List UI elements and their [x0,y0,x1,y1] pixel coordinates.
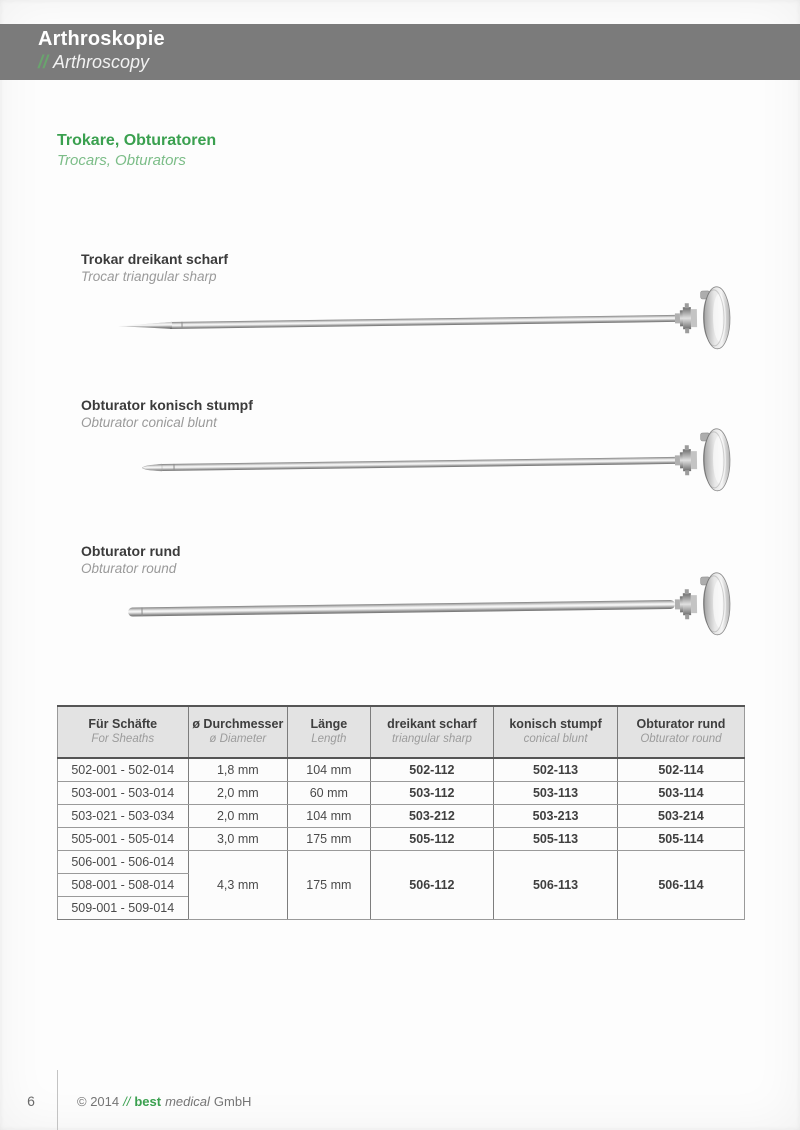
brand-suffix: GmbH [213,1094,252,1109]
cell-code-sharp: 503-112 [370,782,494,805]
header-de: dreikant scharf [387,717,477,731]
table-header-row [58,706,745,758]
page-title-en: Arthroscopy [53,52,150,72]
obturator-round-image [90,572,745,644]
footer-copyright [77,1094,251,1109]
double-slash-icon: // [123,1094,131,1109]
product-name-de: Obturator rund [81,543,181,559]
cell-diameter: 3,0 mm [188,828,288,851]
obturator-round-illustration [90,572,745,644]
product-name-en: Trocar triangular sharp [81,269,217,284]
cell-code-blunt: 503-213 [494,805,618,828]
column-header-blunt [494,706,618,758]
cell-code-round: 503-114 [617,782,744,805]
cell-length: 60 mm [288,782,370,805]
trocar-sharp-image [90,286,745,358]
header-bar [0,24,800,80]
cell-diameter: 1,8 mm [188,758,288,782]
cell-sheaths: 503-001 - 503-014 [58,782,189,805]
header-en: ø Diameter [209,733,267,745]
cell-code-sharp: 502-112 [370,758,494,782]
cell-sheaths: 506-001 - 506-014 [58,851,189,874]
cell-diameter: 2,0 mm [188,805,288,828]
brand-name-bold: best [134,1094,162,1109]
cell-code-sharp: 505-112 [370,828,494,851]
table-row [58,758,745,782]
obturator-conical-image [90,428,745,500]
cell-sheaths: 502-001 - 502-014 [58,758,189,782]
column-header-length [288,706,370,758]
specification-table [57,705,745,920]
cell-sheaths: 505-001 - 505-014 [58,828,189,851]
product-name-de: Trokar dreikant scharf [81,251,229,267]
cell-code-blunt: 505-113 [494,828,618,851]
cell-code-round: 502-114 [617,758,744,782]
cell-code-round: 505-114 [617,828,744,851]
page-title-de: Arthroskopie [38,28,165,50]
header-de: ø Durchmesser [192,717,284,731]
cell-length: 104 mm [288,805,370,828]
product-name-en: Obturator round [81,561,177,576]
brand-name-italic: medical [165,1094,210,1109]
cell-code-round: 503-214 [617,805,744,828]
cell-code-round-merged: 506-114 [617,851,744,920]
section-title [57,131,216,171]
cell-code-blunt: 503-113 [494,782,618,805]
footer-divider [57,1070,58,1130]
product-name-de: Obturator konisch stumpf [81,397,253,413]
table-row [58,805,745,828]
section-title-de: Trokare, Obturatoren [57,132,217,149]
product-heading-sharp [81,250,228,286]
double-slash-icon: // [38,52,49,72]
table-row [58,828,745,851]
cell-sheaths: 503-021 - 503-034 [58,805,189,828]
section-title-en: Trocars, Obturators [57,152,186,169]
obturator-conical-illustration [90,428,745,500]
cell-code-sharp: 503-212 [370,805,494,828]
cell-length: 104 mm [288,758,370,782]
cell-length: 175 mm [288,828,370,851]
cell-code-blunt: 502-113 [494,758,618,782]
header-en: triangular sharp [391,733,472,745]
header-de: Obturator rund [636,717,726,731]
header-en: Obturator round [640,733,722,745]
cell-sheaths: 509-001 - 509-014 [71,901,175,915]
cell-code-blunt-merged: 506-113 [494,851,618,920]
cell-sheaths: 508-001 - 508-014 [58,874,189,897]
table-row [58,782,745,805]
cell-diameter: 2,0 mm [188,782,288,805]
column-header-diameter [188,706,288,758]
table-row [58,851,745,874]
column-header-sharp [370,706,494,758]
header-de: konisch stumpf [509,717,602,731]
page-number: 6 [27,1093,35,1109]
header-en: conical blunt [523,733,588,745]
page-title-en-row [38,52,149,73]
cell-length-merged: 175 mm [288,851,370,920]
column-header-sheaths [58,706,189,758]
header-de: Länge [310,717,348,731]
header-de: Für Schäfte [88,717,158,731]
trocar-sharp-illustration [90,286,745,358]
product-name-en: Obturator conical blunt [81,415,217,430]
header-en: For Sheaths [91,733,155,745]
cell-diameter-merged: 4,3 mm [188,851,288,920]
cell-code-sharp-merged: 506-112 [370,851,494,920]
copyright-year: © 2014 [77,1094,120,1109]
product-heading-conical [81,396,253,432]
header-en: Length [311,733,347,745]
column-header-round [617,706,744,758]
